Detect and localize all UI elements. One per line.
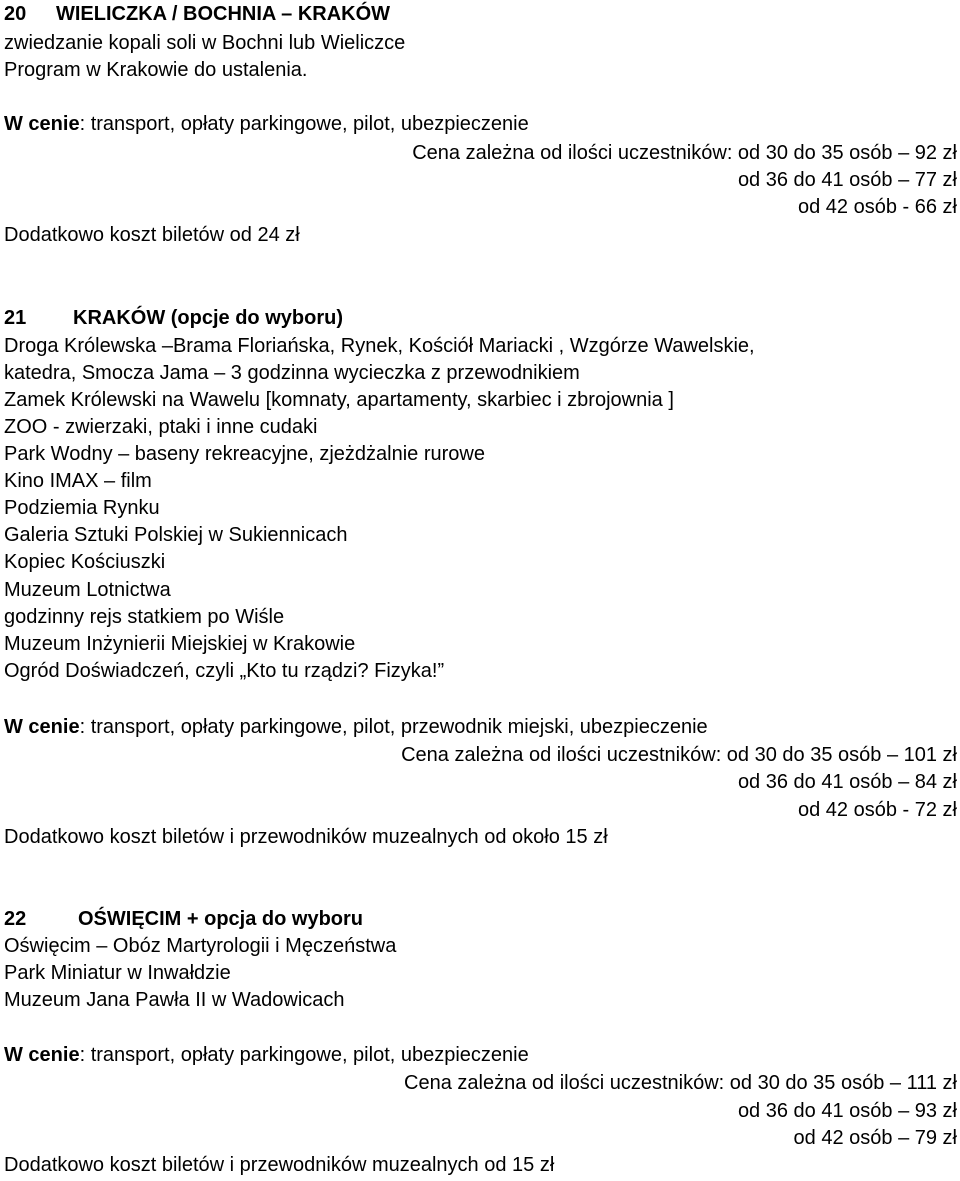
section-title: WIELICZKA / BOCHNIA – KRAKÓW	[56, 3, 391, 25]
section-number: 22	[4, 908, 27, 930]
price-line: od 42 osób - 66 zł	[798, 196, 957, 218]
price-line: od 36 do 41 osób – 93 zł	[737, 1100, 957, 1122]
program-item: Galeria Sztuki Polskiej w Sukiennicach	[4, 524, 348, 546]
price-includes-label: W cenie	[4, 716, 80, 738]
section-title: OŚWIĘCIM + opcja do wyboru	[78, 908, 364, 930]
price-includes-text: : transport, opłaty parkingowe, pilot, ubezpieczenie	[79, 113, 529, 135]
extra-cost: Dodatkowo koszt biletów i przewodników muzealnych od około 15 zł	[4, 826, 608, 848]
section-number: 21	[4, 307, 27, 329]
program-item: Zamek Królewski na Wawelu [komnaty, apartamenty, skarbiec i zbrojownia ]	[4, 389, 674, 411]
price-includes-text: : transport, opłaty parkingowe, pilot, ubezpieczenie	[79, 1044, 529, 1066]
program-item: Kopiec Kościuszki	[4, 551, 166, 573]
extra-cost: Dodatkowo koszt biletów i przewodników muzealnych od 15 zł	[4, 1154, 555, 1176]
price-includes-label: W cenie	[4, 113, 80, 135]
extra-cost: Dodatkowo koszt biletów od 24 zł	[4, 224, 300, 246]
program-item: Oświęcim – Obóz Martyrologii i Męczeństwa	[4, 935, 397, 957]
program-item: Ogród Doświadczeń, czyli „Kto tu rządzi? Fizyka!”	[4, 660, 445, 682]
price-line: Cena zależna od ilości uczestników: od 30 do 35 osób – 101 zł	[401, 744, 957, 766]
price-includes-label: W cenie	[4, 1044, 80, 1066]
program-item: Muzeum Jana Pawła II w Wadowicach	[4, 989, 345, 1011]
program-item: Kino IMAX – film	[4, 470, 152, 492]
price-line: Cena zależna od ilości uczestników: od 30 do 35 osób – 111 zł	[404, 1072, 957, 1094]
program-item: katedra, Smocza Jama – 3 godzinna wycieczka z przewodnikiem	[4, 362, 580, 384]
program-item: godzinny rejs statkiem po Wiśle	[4, 606, 285, 628]
program-item: Program w Krakowie do ustalenia.	[4, 59, 308, 81]
section-title: KRAKÓW (opcje do wyboru)	[73, 307, 343, 329]
program-item: Podziemia Rynku	[4, 497, 160, 519]
program-item: Park Miniatur w Inwałdzie	[4, 962, 231, 984]
price-line: od 42 osób – 79 zł	[793, 1127, 957, 1149]
section-number: 20	[4, 3, 27, 25]
program-item: ZOO - zwierzaki, ptaki i inne cudaki	[4, 416, 318, 438]
program-item: Park Wodny – baseny rekreacyjne, zjeżdżalnie rurowe	[4, 443, 485, 465]
program-item: Muzeum Lotnictwa	[4, 579, 171, 601]
program-item: Droga Królewska –Brama Floriańska, Rynek, Kościół Mariacki , Wzgórze Wawelskie,	[4, 335, 755, 357]
price-includes	[4, 714, 708, 741]
price-line: od 36 do 41 osób – 77 zł	[737, 169, 957, 191]
price-includes	[4, 111, 529, 138]
section-heading	[4, 1, 390, 28]
program-item: Muzeum Inżynierii Miejskiej w Krakowie	[4, 633, 356, 655]
price-line: od 36 do 41 osób – 84 zł	[737, 771, 957, 793]
price-includes-text: : transport, opłaty parkingowe, pilot, przewodnik miejski, ubezpieczenie	[79, 716, 708, 738]
section-heading	[4, 906, 363, 933]
price-line: od 42 osób - 72 zł	[798, 799, 957, 821]
section-heading	[4, 305, 343, 332]
program-item: zwiedzanie kopali soli w Bochni lub Wieliczce	[4, 32, 406, 54]
price-line: Cena zależna od ilości uczestników: od 30 do 35 osób – 92 zł	[412, 142, 957, 164]
price-includes	[4, 1042, 529, 1069]
